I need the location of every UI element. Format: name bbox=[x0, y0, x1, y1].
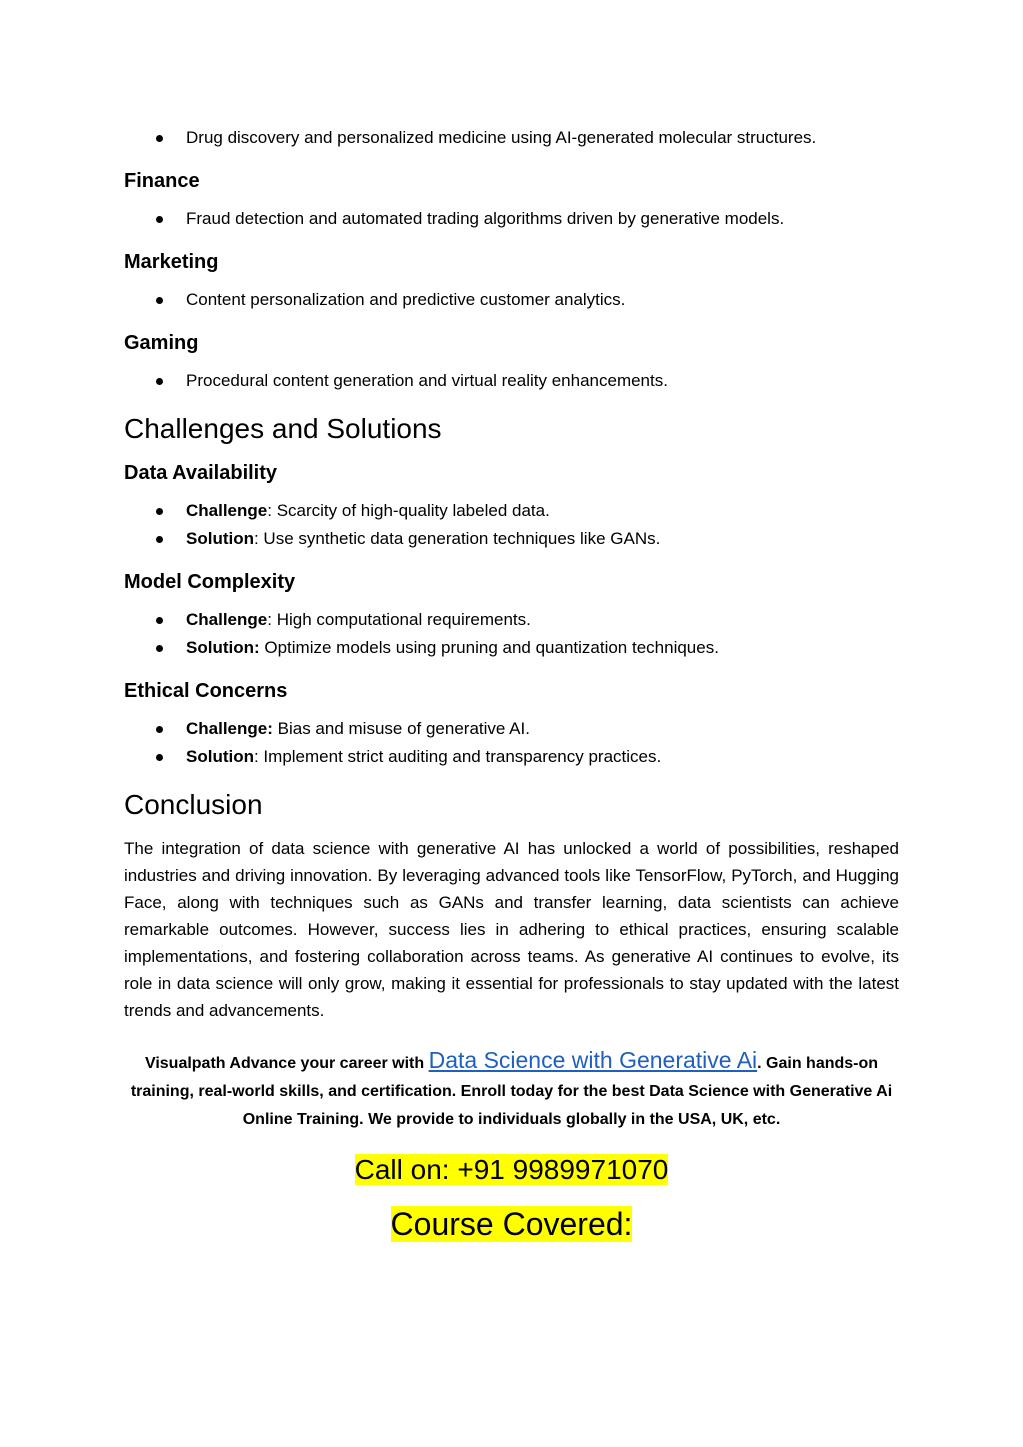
bullet-icon bbox=[156, 216, 163, 223]
industry-finance bbox=[124, 167, 899, 233]
section-heading: Gaming bbox=[124, 332, 199, 354]
challenge-model-complexity bbox=[124, 568, 899, 662]
section-heading: Ethical Concerns bbox=[124, 680, 288, 702]
promo-suffix: . Gain hands-on training, real-world skills, and certification. Enroll today for the best Data Science with Generative Ai Online Training. We provide to individuals globally in the USA, UK, etc. bbox=[130, 1055, 893, 1128]
course-covered-heading: Course Covered: bbox=[390, 1206, 633, 1242]
bullet-list bbox=[124, 715, 899, 771]
top-bullet-list bbox=[124, 124, 899, 152]
bullet-icon bbox=[156, 726, 163, 733]
list-item: Solution: Implement strict auditing and transparency practices. bbox=[124, 743, 899, 771]
bullet-icon bbox=[156, 754, 163, 761]
list-item: Challenge: High computational requirements. bbox=[124, 606, 899, 634]
bullet-list bbox=[124, 606, 899, 662]
document-content bbox=[124, 124, 899, 1246]
bullet-icon bbox=[156, 378, 163, 385]
call-block bbox=[124, 1150, 899, 1190]
section-heading: Finance bbox=[124, 170, 200, 192]
bullet-icon bbox=[156, 135, 163, 142]
challenge-ethical-concerns bbox=[124, 677, 899, 771]
list-item: Procedural content generation and virtual reality enhancements. bbox=[124, 367, 899, 395]
challenge-data-availability bbox=[124, 459, 899, 553]
call-number: Call on: +91 9989971070 bbox=[354, 1154, 669, 1185]
list-item: Fraud detection and automated trading algorithms driven by generative models. bbox=[124, 205, 899, 233]
course-link[interactable]: Data Science with Generative Ai bbox=[428, 1047, 758, 1073]
course-covered-block bbox=[124, 1202, 899, 1246]
bullet-icon bbox=[156, 617, 163, 624]
list-item: Solution: Optimize models using pruning and quantization techniques. bbox=[124, 634, 899, 662]
list-item: Solution: Use synthetic data generation techniques like GANs. bbox=[124, 525, 899, 553]
conclusion-title: Conclusion bbox=[124, 789, 263, 820]
bullet-list bbox=[124, 497, 899, 553]
bullet-list bbox=[124, 205, 899, 233]
list-item: Challenge: Scarcity of high-quality labeled data. bbox=[124, 497, 899, 525]
bullet-icon bbox=[156, 508, 163, 515]
section-heading: Data Availability bbox=[124, 462, 278, 484]
section-heading: Model Complexity bbox=[124, 571, 296, 593]
conclusion-paragraph: The integration of data science with generative AI has unlocked a world of possibilities, reshaped industries and driving innovation. By leveraging advanced tools like TensorFlow, PyTorch, and Hugging Face, along with techniques such as GANs and transfer learning, data scientists can achieve remarkable outcomes. However, success lies in adhering to ethical practices, ensuring scalable implementations, and fostering collaboration across teams. As generative AI continues to evolve, its role in data science will only grow, making it essential for professionals to stay updated with the latest trends and advancements. bbox=[124, 839, 899, 1020]
bullet-list bbox=[124, 367, 899, 395]
list-item: Drug discovery and personalized medicine using AI-generated molecular structures. bbox=[124, 124, 899, 152]
list-item: Challenge: Bias and misuse of generative AI. bbox=[124, 715, 899, 743]
challenges-title: Challenges and Solutions bbox=[124, 413, 442, 444]
bullet-icon bbox=[156, 645, 163, 652]
bullet-icon bbox=[156, 536, 163, 543]
bullet-list bbox=[124, 286, 899, 314]
bullet-icon bbox=[156, 297, 163, 304]
list-item: Content personalization and predictive customer analytics. bbox=[124, 286, 899, 314]
industry-gaming bbox=[124, 329, 899, 395]
promo-prefix: Visualpath Advance your career with bbox=[144, 1055, 429, 1072]
section-heading: Marketing bbox=[124, 251, 219, 273]
promo-block bbox=[124, 1046, 899, 1134]
industry-marketing bbox=[124, 248, 899, 314]
